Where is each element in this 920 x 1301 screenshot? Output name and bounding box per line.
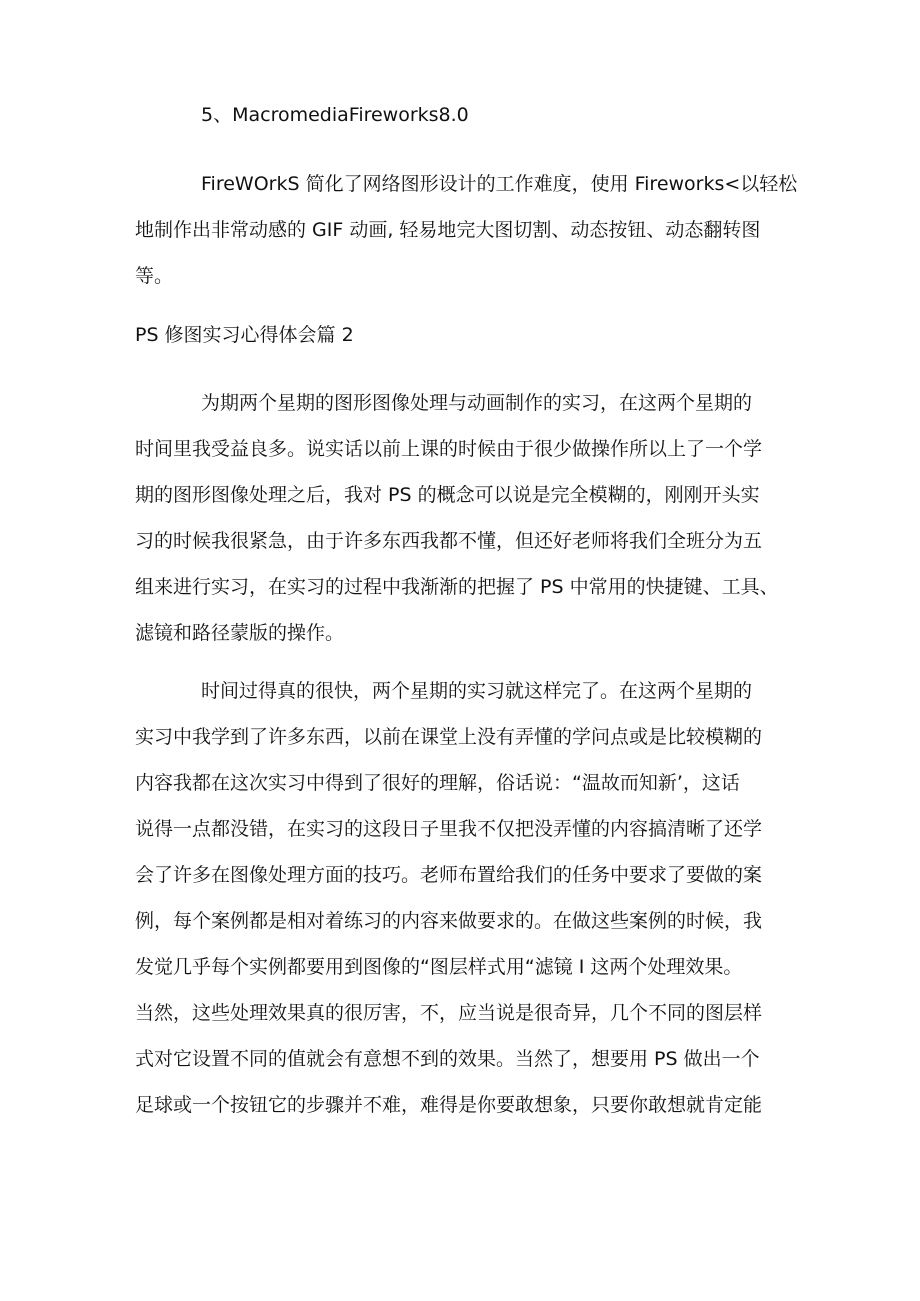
paragraph-line: 等。 — [135, 265, 174, 287]
paragraph-line: 式对它设置不同的值就会有意想不到的效果。当然了，想要用 PS 做出一个 — [135, 1048, 760, 1070]
article-title: PS 修图实习心得体会篇 2 — [135, 324, 354, 346]
paragraph-line: 足球或一个按钮它的步骤并不难，难得是你要敢想象，只要你敢想就肯定能 — [135, 1094, 763, 1116]
section-heading: 5、MacromediaFireworks8.0 — [201, 104, 469, 126]
paragraph-line: 内容我都在这次实习中得到了很好的理解，俗话说：“温故而知新’，这话 — [135, 772, 740, 794]
paragraph-line: 为期两个星期的图形图像处理与动画制作的实习，在这两个星期的 — [201, 392, 753, 414]
paragraph-line: 例，每个案例都是相对着练习的内容来做要求的。在做这些案例的时候，我 — [135, 910, 763, 932]
paragraph-line: 说得一点都没错，在实习的这段日子里我不仅把没弄懂的内容搞清晰了还学 — [135, 818, 763, 840]
paragraph-line: 组来进行实习，在实习的过程中我渐渐的把握了 PS 中常用的快捷键、工具、 — [135, 576, 779, 598]
paragraph-line: 时间里我受益良多。说实话以前上课的时候由于很少做操作所以上了一个学 — [135, 438, 763, 460]
paragraph-line: 时间过得真的很快，两个星期的实习就这样完了。在这两个星期的 — [201, 680, 753, 702]
paragraph-line: FireWOrkS 简化了网络图形设计的工作难度，使用 Fireworks<以轻松 — [201, 173, 798, 195]
paragraph-line: 习的时候我很紧急，由于许多东西我都不懂，但还好老师将我们全班分为五 — [135, 530, 763, 552]
paragraph-line: 滤镜和路径蒙版的操作。 — [135, 622, 345, 644]
paragraph-line: 实习中我学到了许多东西，以前在课堂上没有弄懂的学问点或是比较模糊的 — [135, 726, 763, 748]
paragraph-line: 当然，这些处理效果真的很厉害，不，应当说是很奇异，几个不同的图层样 — [135, 1002, 763, 1024]
paragraph-line: 会了许多在图像处理方面的技巧。老师布置给我们的任务中要求了要做的案 — [135, 864, 763, 886]
paragraph-line: 发觉几乎每个实例都要用到图像的“图层样式用“滤镜 I 这两个处理效果。 — [135, 956, 743, 978]
paragraph-line: 期的图形图像处理之后，我对 PS 的概念可以说是完全模糊的，刚刚开头实 — [135, 484, 760, 506]
paragraph-line: 地制作出非常动感的 GIF 动画, 轻易地完大图切割、动态按钮、动态翻转图 — [135, 219, 761, 241]
